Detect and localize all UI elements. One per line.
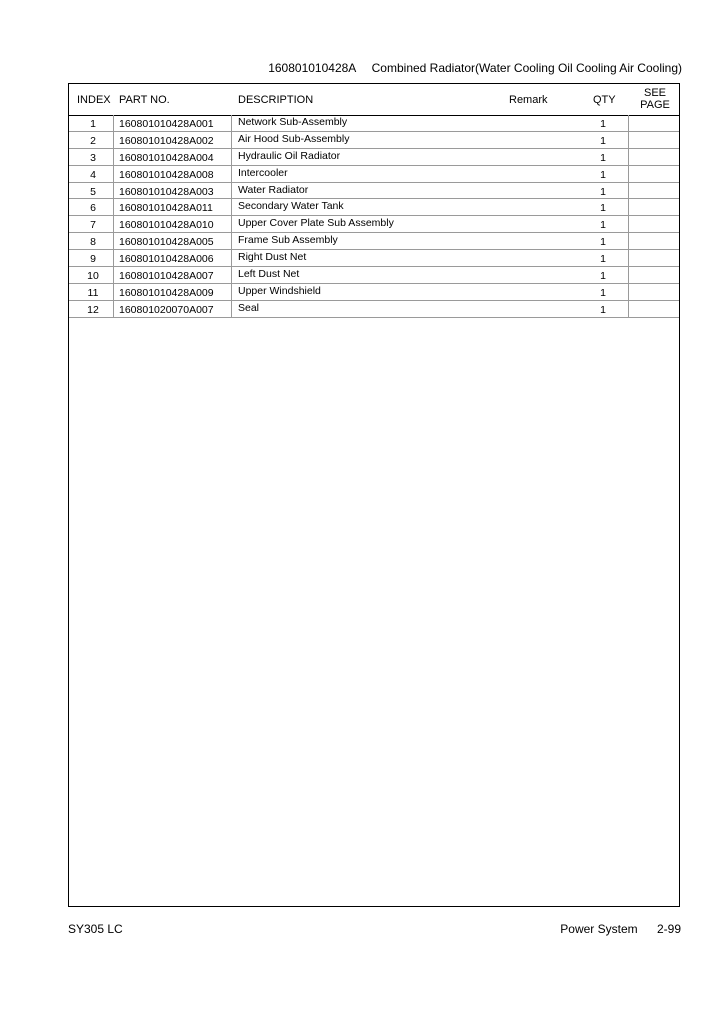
cell-description: Water Radiator — [238, 183, 309, 196]
cell-index: 8 — [90, 236, 96, 249]
table-row — [69, 115, 679, 132]
cell-description: Frame Sub Assembly — [238, 234, 338, 247]
column-divider — [113, 115, 114, 317]
cell-part-no: 160801010428A001 — [119, 118, 214, 130]
cell-index: 11 — [87, 286, 99, 299]
column-divider — [628, 115, 629, 317]
footer-model: SY305 LC — [68, 922, 123, 936]
table-row — [69, 233, 679, 250]
cell-part-no: 160801010428A004 — [119, 151, 214, 164]
cell-index: 7 — [90, 219, 96, 232]
cell-part-no: 160801010428A011 — [119, 202, 213, 215]
table-row — [69, 250, 679, 267]
cell-index: 12 — [87, 303, 99, 316]
column-divider — [231, 115, 232, 317]
table-row — [69, 166, 679, 183]
table-row — [69, 132, 679, 149]
cell-qty: 1 — [600, 151, 606, 164]
document-title — [268, 61, 682, 75]
header-see-page-line1: SEE — [643, 87, 666, 99]
header-see-page — [635, 87, 675, 111]
cell-qty: 1 — [600, 219, 606, 232]
cell-qty: 1 — [600, 270, 606, 283]
table-row — [69, 301, 679, 318]
cell-description: Air Hood Sub-Assembly — [238, 132, 350, 145]
cell-description: Intercooler — [238, 166, 288, 179]
table-row — [69, 267, 679, 284]
cell-part-no: 160801020070A007 — [119, 303, 214, 316]
cell-qty: 1 — [600, 134, 606, 147]
cell-index: 9 — [90, 253, 96, 266]
header-part-no: PART NO. — [119, 94, 170, 106]
table-header — [69, 84, 679, 116]
header-index: INDEX — [77, 94, 111, 106]
cell-index: 5 — [90, 185, 96, 198]
cell-part-no: 160801010428A003 — [119, 185, 214, 198]
table-row — [69, 183, 679, 200]
cell-description: Network Sub-Assembly — [238, 116, 348, 128]
parts-table-frame — [68, 83, 680, 907]
footer-section-info — [560, 922, 681, 936]
cell-part-no: 160801010428A009 — [119, 286, 214, 299]
footer-page-number: 2-99 — [656, 922, 681, 936]
cell-part-no: 160801010428A006 — [119, 253, 214, 266]
cell-index: 10 — [87, 270, 99, 283]
cell-description: Secondary Water Tank — [238, 200, 344, 213]
table-row — [69, 284, 679, 301]
cell-part-no: 160801010428A007 — [119, 270, 214, 283]
cell-index: 2 — [90, 134, 96, 147]
cell-qty: 1 — [600, 286, 606, 299]
header-see-page-line2: PAGE — [640, 99, 670, 111]
header-description: DESCRIPTION — [238, 94, 314, 106]
cell-index: 3 — [90, 151, 96, 164]
cell-description: Upper Windshield — [238, 284, 321, 297]
cell-qty: 1 — [600, 303, 606, 316]
assembly-part-code: 160801010428A — [268, 61, 357, 75]
cell-description: Seal — [238, 301, 260, 314]
header-qty: QTY — [593, 94, 616, 106]
cell-qty: 1 — [600, 236, 606, 249]
cell-description: Left Dust Net — [238, 268, 300, 281]
cell-part-no: 160801010428A002 — [119, 134, 214, 147]
cell-part-no: 160801010428A008 — [119, 168, 214, 181]
cell-part-no: 160801010428A005 — [119, 236, 214, 249]
assembly-name: Combined Radiator(Water Cooling Oil Cooling Air Cooling) — [371, 61, 682, 75]
table-body — [69, 115, 679, 318]
cell-index: 1 — [90, 118, 96, 130]
cell-description: Right Dust Net — [238, 251, 307, 264]
cell-qty: 1 — [600, 168, 606, 181]
cell-index: 4 — [90, 168, 96, 181]
cell-qty: 1 — [600, 185, 606, 198]
table-row — [69, 149, 679, 166]
table-row — [69, 199, 679, 216]
cell-qty: 1 — [600, 202, 606, 215]
cell-description: Upper Cover Plate Sub Assembly — [238, 217, 394, 230]
table-row — [69, 216, 679, 233]
header-remark: Remark — [509, 94, 548, 106]
cell-index: 6 — [90, 202, 96, 215]
cell-qty: 1 — [600, 118, 606, 130]
footer-section: Power System — [560, 922, 638, 936]
cell-description: Hydraulic Oil Radiator — [238, 149, 341, 162]
cell-qty: 1 — [600, 253, 606, 266]
cell-part-no: 160801010428A010 — [119, 219, 214, 232]
